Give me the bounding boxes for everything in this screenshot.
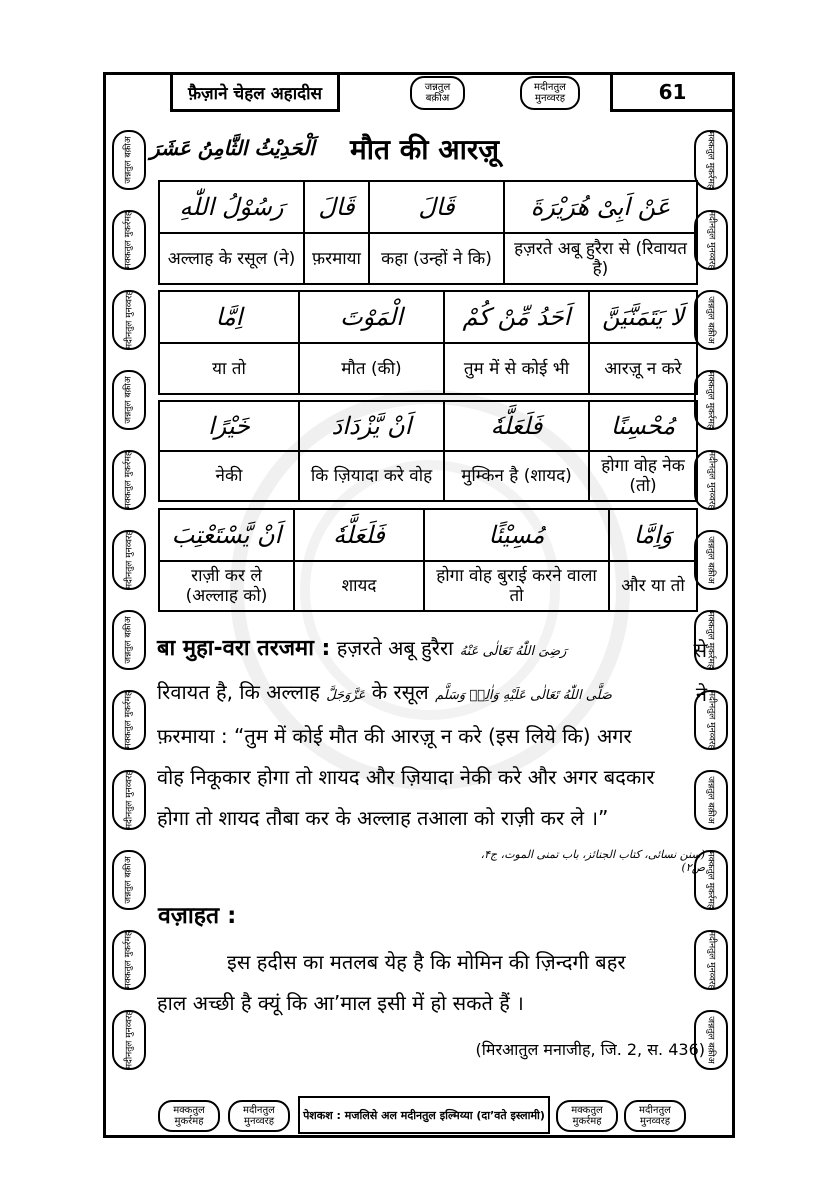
header-oval-madina (520, 76, 580, 110)
arabic-word: اِمَّا (159, 291, 299, 343)
side-oval-left (112, 210, 146, 270)
hadith-reference: (سنن نسائی، کتاب الجنائز، باب تمنی الموت، ج۴، ص۲) (480, 848, 705, 874)
side-oval-text: जन्नतुल बक़ीअ (706, 1016, 717, 1064)
text-line: फ़रमाया : “तुम में कोई मौत की आरज़ू न करे (इस लिये कि) अगर (157, 724, 632, 748)
hindi-meaning: फ़रमाया (304, 233, 369, 284)
book-title: फ़ैज़ाने चेहल अहादीस (187, 83, 323, 104)
text-line (157, 672, 707, 716)
side-oval-text: जन्नतुल बक़ीअ (124, 136, 135, 184)
explanation-line: हाल अच्छी है क्यूं कि आ’माल इसी में हो सकते हैं । (157, 991, 524, 1015)
side-oval-text: मक्कतुल मुकर्रमह (706, 851, 716, 909)
arabic-word: فَلَعَلَّهٗ (294, 509, 424, 561)
side-oval-left (112, 770, 146, 830)
hindi-meaning: होगा वोह बुराई करने वाला तो (424, 561, 609, 611)
footer-oval-madina (228, 1100, 290, 1132)
side-oval-left (112, 1010, 146, 1070)
side-oval-right (694, 290, 728, 350)
arabic-honorific: صَلَّی اللّٰهُ تَعَالٰی عَلَیْهِ وَاٰلِهٖ وَسَلَّم (435, 688, 612, 703)
footer-oval-makka-right (556, 1100, 618, 1132)
hindi-meaning: मौत (की) (299, 343, 444, 394)
arabic-honorific: عَزَّوَجَلَّ (326, 688, 366, 703)
side-oval-right (694, 210, 728, 270)
side-oval-text: मक्कतुल मुकर्रमह (706, 371, 716, 429)
side-oval-text: मक्कतुल मुकर्रमह (124, 691, 134, 749)
arabic-honorific: رَضِیَ اللّٰهُ تَعَالٰی عَنْهُ (459, 644, 567, 659)
side-oval-text: जन्नतुल बक़ीअ (124, 856, 135, 904)
presenter-text: पेशकश : मजलिसे अल मदीनतुल इल्मिय्या (दा’वते इस्लामी) (303, 1108, 545, 1122)
oval-text: बक़ीअ (425, 93, 450, 104)
side-oval-text: मदीनतुल मुनव्वरह (124, 1010, 135, 1070)
side-oval-left (112, 130, 146, 190)
oval-text: मुकर्रमह (174, 1116, 204, 1127)
oval-text: जन्नतुल (424, 82, 451, 93)
hindi-meaning: या तो (159, 343, 299, 394)
hindi-meaning: होगा वोह नेक (तो) (589, 451, 697, 501)
chapter-title-arabic: اَلْحَدِیْثُ الثَّامِنُ عَشَرَ (150, 136, 315, 160)
explanation-line: इस हदीस का मतलब येह है कि मोमिन की ज़िन्दगी बहर (227, 950, 626, 974)
explanation-heading: वज़ाहत : (158, 903, 237, 929)
arabic-word: وَاِمَّا (609, 509, 697, 561)
side-oval-left (112, 370, 146, 430)
hindi-meaning: राज़ी कर ले (अल्लाह को) (159, 561, 294, 611)
arabic-word: اَنْ یَّزْدَادَ (299, 401, 444, 451)
side-oval-text: मदीनतुल मुनव्वरह (706, 930, 717, 990)
oval-text: मदीनतुल (639, 1105, 671, 1116)
arabic-word: اَحَدُ مِّنْ كُمْ (444, 291, 589, 343)
side-oval-text: मदीनतुल मुनव्वरह (706, 450, 717, 510)
page-number: 61 (658, 80, 687, 104)
side-oval-left (112, 930, 146, 990)
oval-text: मदीनतुल (243, 1105, 275, 1116)
side-oval-left (112, 610, 146, 670)
header-oval-jannat (410, 76, 465, 110)
chapter-title-row (150, 130, 690, 170)
side-oval-right (694, 530, 728, 590)
side-oval-text: जन्नतुल बक़ीअ (706, 776, 717, 824)
side-oval-right (694, 370, 728, 430)
side-oval-right (694, 450, 728, 510)
vocab-table-3 (158, 400, 698, 502)
arabic-word: عَنْ اَبِیْ هُرَیْرَةَ (504, 181, 697, 233)
side-oval-left (112, 450, 146, 510)
hindi-meaning: हज़रते अबू हुरैरा से (रिवायत है) (504, 233, 697, 284)
text-run: के रसूल (371, 680, 429, 704)
hindi-meaning: तुम में से कोई भी (444, 343, 589, 394)
oval-text: मुनव्वरह (639, 1116, 671, 1127)
oval-text: मदीनतुल (534, 82, 566, 93)
text-run: से (693, 637, 707, 662)
hindi-meaning: आरज़ू न करे (589, 343, 697, 394)
hindi-meaning: मुम्किन है (शायद) (444, 451, 589, 501)
side-oval-left (112, 850, 146, 910)
arabic-word: فَلَعَلَّهٗ (444, 401, 589, 451)
arabic-word: لَا یَتَمَنَّیَنَّ (589, 291, 697, 343)
side-oval-text: जन्नतुल बक़ीअ (124, 616, 135, 664)
hindi-meaning: कि ज़ियादा करे वोह (299, 451, 444, 501)
side-oval-left (112, 290, 146, 350)
side-oval-right (694, 130, 728, 190)
translation-paragraph (157, 628, 707, 839)
side-oval-text: मदीनतुल मुनव्वरह (706, 210, 717, 270)
vocab-table-2 (158, 290, 698, 395)
arabic-word: اَنْ یَّسْتَعْتِبَ (159, 509, 294, 561)
oval-text: मक्कतुल (173, 1105, 205, 1116)
arabic-word: رَسُوْلُ اللّٰهِ (159, 181, 304, 233)
text-run: हज़रते अबू हुरैरा (336, 636, 454, 660)
hindi-meaning: नेकी (159, 451, 299, 501)
vocab-table-1 (158, 180, 698, 285)
vocab-table-4 (158, 508, 698, 612)
text-line (157, 628, 707, 672)
text-run: ने (695, 681, 707, 706)
side-oval-text: मदीनतुल मुनव्वरह (124, 530, 135, 590)
footer-oval-makka (158, 1100, 220, 1132)
hindi-meaning: अल्लाह के रसूल (ने) (159, 233, 304, 284)
oval-text: मुनव्वरह (534, 93, 566, 104)
side-oval-left (112, 690, 146, 750)
arabic-word: مُسِیْئًا (424, 509, 609, 561)
side-oval-text: मदीनतुल मुनव्वरह (706, 690, 717, 750)
side-oval-text: मक्कतुल मुकर्रमह (124, 451, 134, 509)
arabic-word: مُحْسِنًا (589, 401, 697, 451)
hindi-meaning: शायद (294, 561, 424, 611)
arabic-word: قَالَ (369, 181, 504, 233)
side-oval-text: मक्कतुल मुकर्रमह (124, 931, 134, 989)
side-oval-text: जन्नतुल बक़ीअ (706, 296, 717, 344)
text-run: रिवायत है, कि अल्लाह (157, 680, 320, 704)
arabic-word: الْمَوْتَ (299, 291, 444, 343)
explanation-reference: (मिरआतुल मनाजीह, जि. 2, स. 436) (475, 1040, 705, 1059)
side-oval-text: मदीनतुल मुनव्वरह (124, 290, 135, 350)
book-title-box (170, 72, 340, 112)
hindi-meaning: और या तो (609, 561, 697, 611)
side-oval-text: जन्नतुल बक़ीअ (706, 536, 717, 584)
side-oval-text: मक्कतुल मुकर्रमह (706, 131, 716, 189)
side-oval-text: मक्कतुल मुकर्रमह (706, 611, 716, 669)
oval-text: मुकर्रमह (572, 1116, 602, 1127)
side-oval-text: मदीनतुल मुनव्वरह (124, 770, 135, 830)
side-oval-text: जन्नतुल बक़ीअ (124, 376, 135, 424)
oval-text: मक्कतुल (571, 1105, 603, 1116)
chapter-title: मौत की आरज़ू (350, 133, 500, 166)
footer-oval-madina-right (624, 1100, 686, 1132)
arabic-word: خَیْرًا (159, 401, 299, 451)
text-line: होगा तो शायद तौबा कर के अल्लाह तआला को राज़ी कर ले ।” (157, 806, 609, 830)
hindi-meaning: कहा (उन्हों ने कि) (369, 233, 504, 284)
oval-text: मुनव्वरह (243, 1116, 275, 1127)
page-number-box (610, 72, 735, 112)
arabic-word: قَالَ (304, 181, 369, 233)
presenter-box (298, 1096, 550, 1134)
translation-heading: बा मुहा-वरा तरजमा : (157, 636, 331, 661)
side-oval-left (112, 530, 146, 590)
text-line: वोह निकूकार होगा तो शायद और ज़ियादा नेकी करे और अगर बदकार (157, 765, 655, 789)
side-oval-text: मक्कतुल मुकर्रमह (124, 211, 134, 269)
